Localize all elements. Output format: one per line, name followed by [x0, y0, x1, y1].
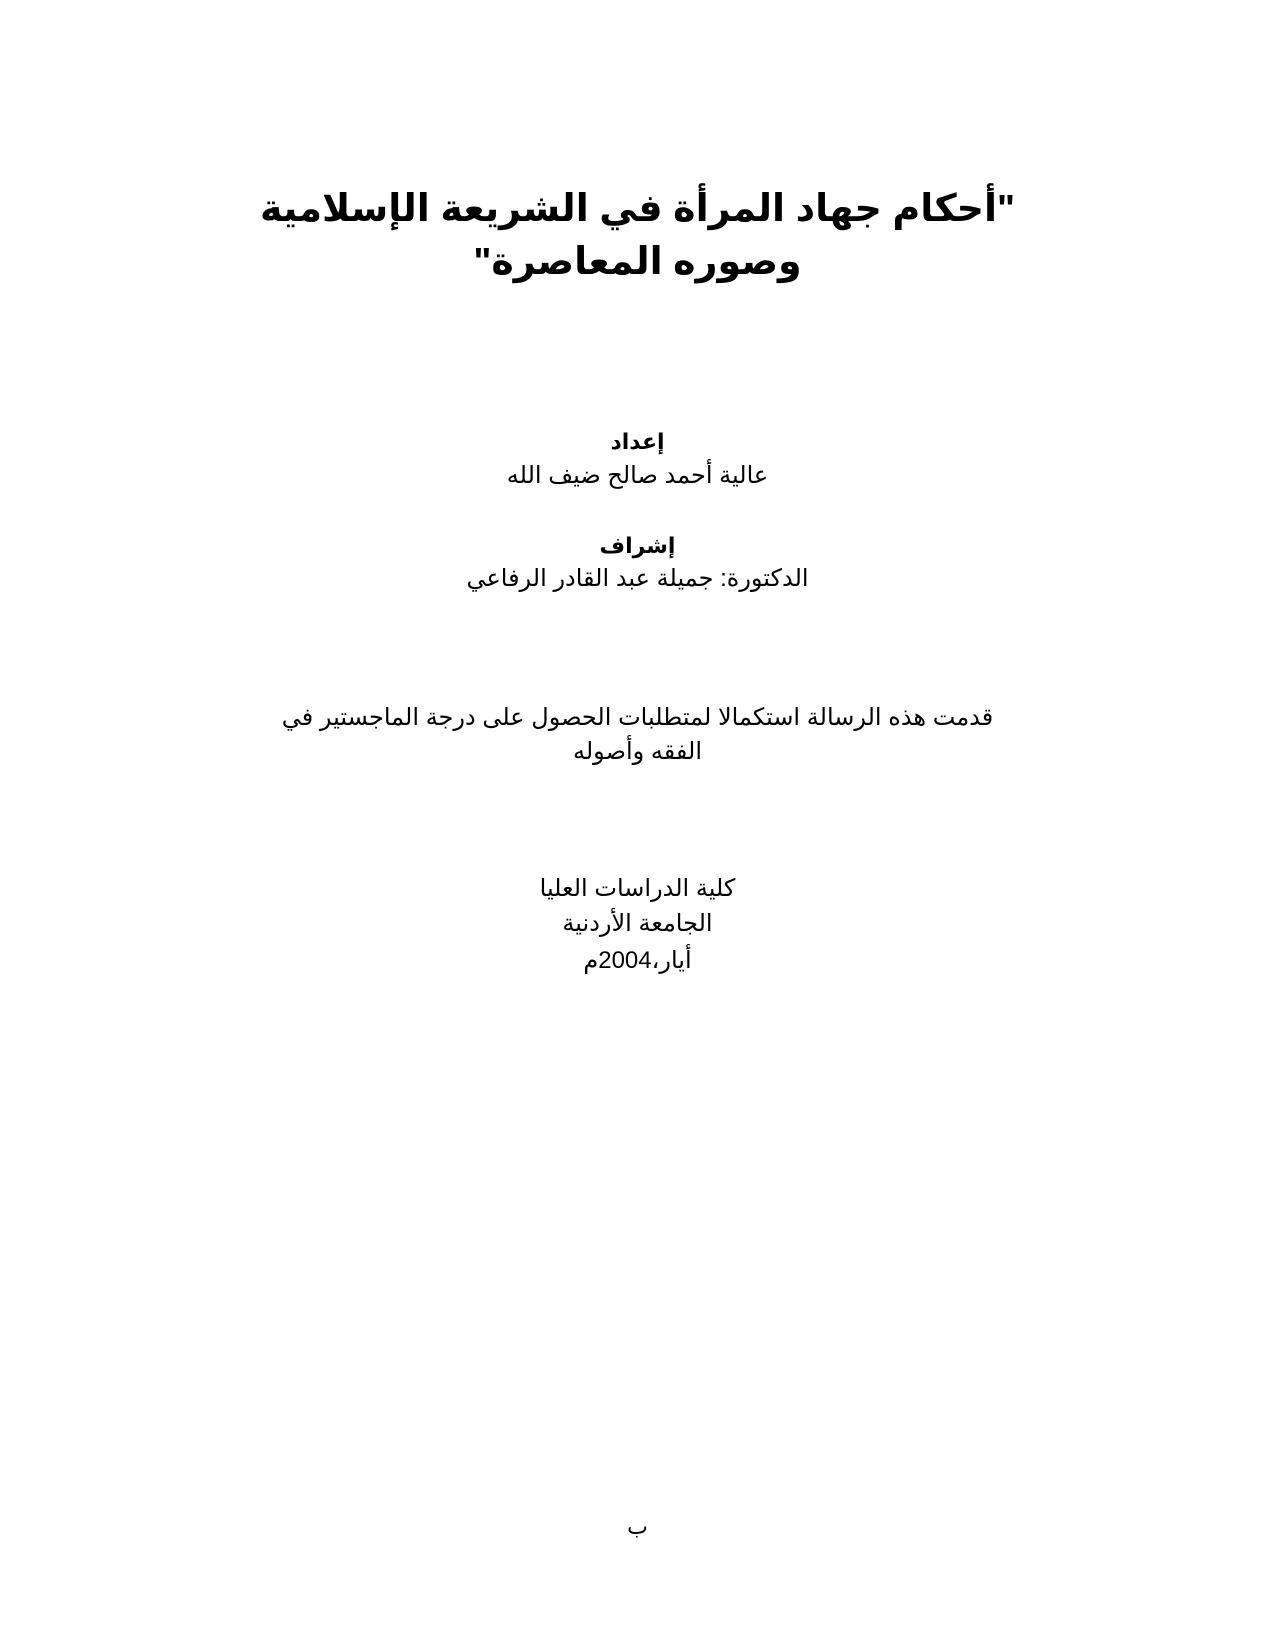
university-name: الجامعة الأردنية [562, 910, 713, 937]
thesis-title-line-2: وصوره المعاصرة" [473, 241, 802, 283]
submission-statement-line-2: الفقه وأصوله [572, 738, 702, 765]
college-name: كلية الدراسات العليا [539, 875, 736, 902]
submission-date: أيار،2004م [583, 947, 692, 974]
prepared-by-label: إعداد [610, 429, 665, 454]
supervisor-name: الدكتورة: جميلة عبد القادر الرفاعي [466, 565, 809, 592]
submission-statement-line-1: قدمت هذه الرسالة استكمالا لمتطلبات الحصول على درجة الماجستير في [281, 704, 994, 731]
supervision-label: إشراف [599, 533, 676, 558]
page-number: ب [627, 1514, 648, 1539]
author-name: عالية أحمد صالح ضيف الله [506, 462, 769, 489]
thesis-title-line-1: "أحكام جهاد المرأة في الشريعة الإسلامية [259, 188, 1016, 230]
